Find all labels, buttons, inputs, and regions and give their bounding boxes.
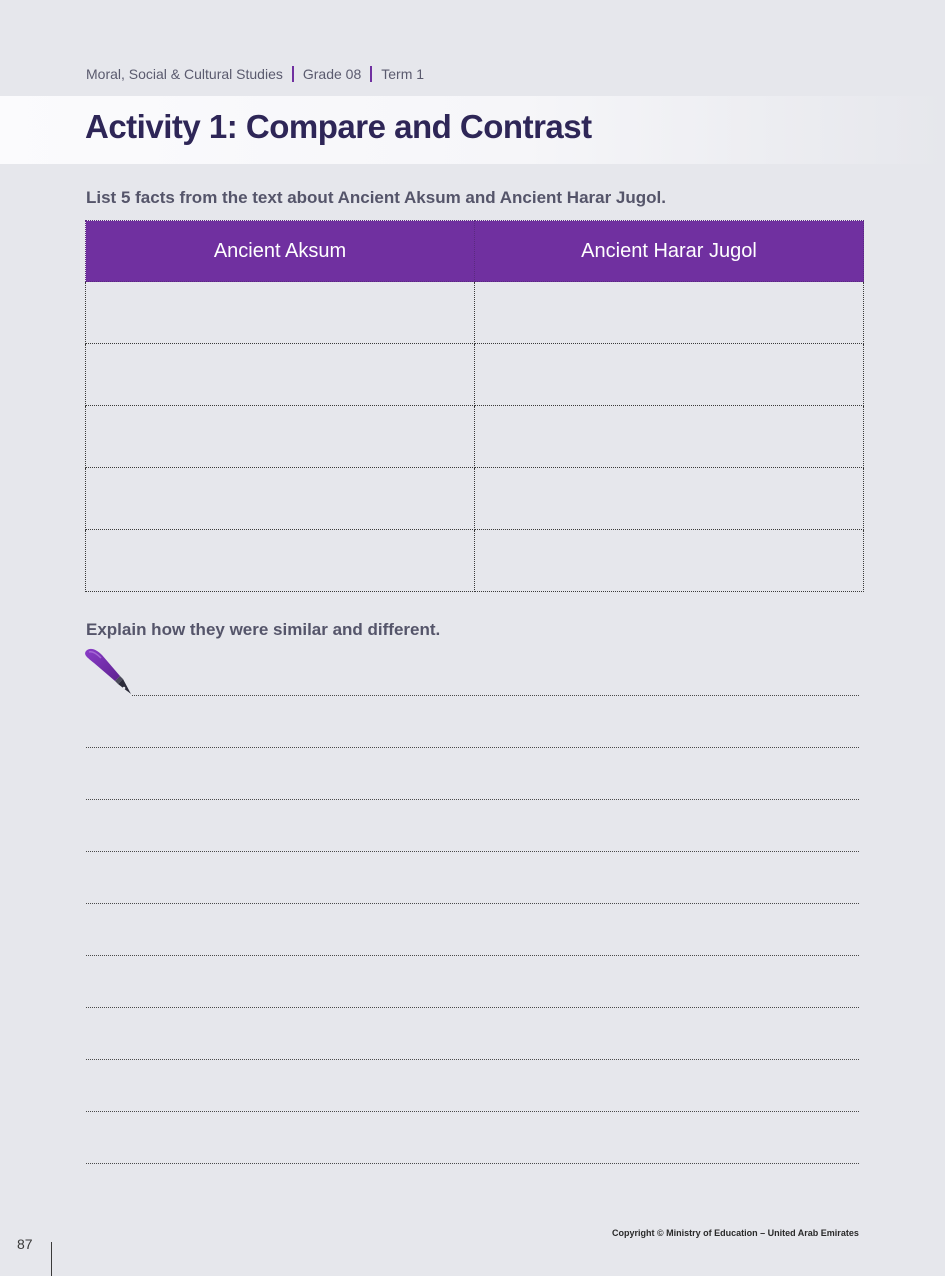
answer-line[interactable]	[86, 1059, 859, 1060]
pen-icon	[82, 646, 134, 698]
facts-instruction: List 5 facts from the text about Ancient Aksum and Ancient Harar Jugol.	[86, 188, 666, 207]
fact-cell-harar-1[interactable]	[475, 282, 864, 344]
table-row	[86, 530, 864, 592]
fact-cell-harar-5[interactable]	[475, 530, 864, 592]
fact-cell-harar-3[interactable]	[475, 406, 864, 468]
table-row	[86, 468, 864, 530]
page-number-divider	[51, 1242, 52, 1276]
breadcrumb-subject: Moral, Social & Cultural Studies	[86, 66, 283, 82]
answer-line[interactable]	[86, 747, 859, 748]
fact-cell-aksum-2[interactable]	[86, 344, 475, 406]
page-number: 87	[17, 1236, 33, 1252]
fact-cell-aksum-3[interactable]	[86, 406, 475, 468]
breadcrumb-grade: Grade 08	[302, 66, 362, 82]
table-header-row	[86, 221, 864, 282]
breadcrumb-separator	[370, 66, 372, 82]
fact-cell-aksum-5[interactable]	[86, 530, 475, 592]
column-header-harar-jugol: Ancient Harar Jugol	[475, 221, 864, 282]
fact-cell-harar-4[interactable]	[475, 468, 864, 530]
answer-line[interactable]	[86, 851, 859, 852]
explain-instruction: Explain how they were similar and different.	[86, 620, 441, 639]
breadcrumb	[86, 66, 424, 82]
answer-line[interactable]	[86, 1007, 859, 1008]
breadcrumb-separator	[292, 66, 294, 82]
fact-cell-harar-2[interactable]	[475, 344, 864, 406]
page-title: Activity 1: Compare and Contrast	[85, 108, 592, 145]
facts-table	[85, 220, 864, 592]
copyright-notice: Copyright © Ministry of Education – United Arab Emirates	[612, 1228, 859, 1238]
answer-line[interactable]	[86, 903, 859, 904]
answer-line[interactable]	[132, 695, 859, 696]
breadcrumb-term: Term 1	[381, 66, 425, 82]
answer-line[interactable]	[86, 799, 859, 800]
table-row	[86, 406, 864, 468]
answer-line[interactable]	[86, 1163, 859, 1164]
table-row	[86, 282, 864, 344]
table-row	[86, 344, 864, 406]
fact-cell-aksum-4[interactable]	[86, 468, 475, 530]
column-header-aksum: Ancient Aksum	[86, 221, 475, 282]
answer-line[interactable]	[86, 955, 859, 956]
answer-line[interactable]	[86, 1111, 859, 1112]
fact-cell-aksum-1[interactable]	[86, 282, 475, 344]
